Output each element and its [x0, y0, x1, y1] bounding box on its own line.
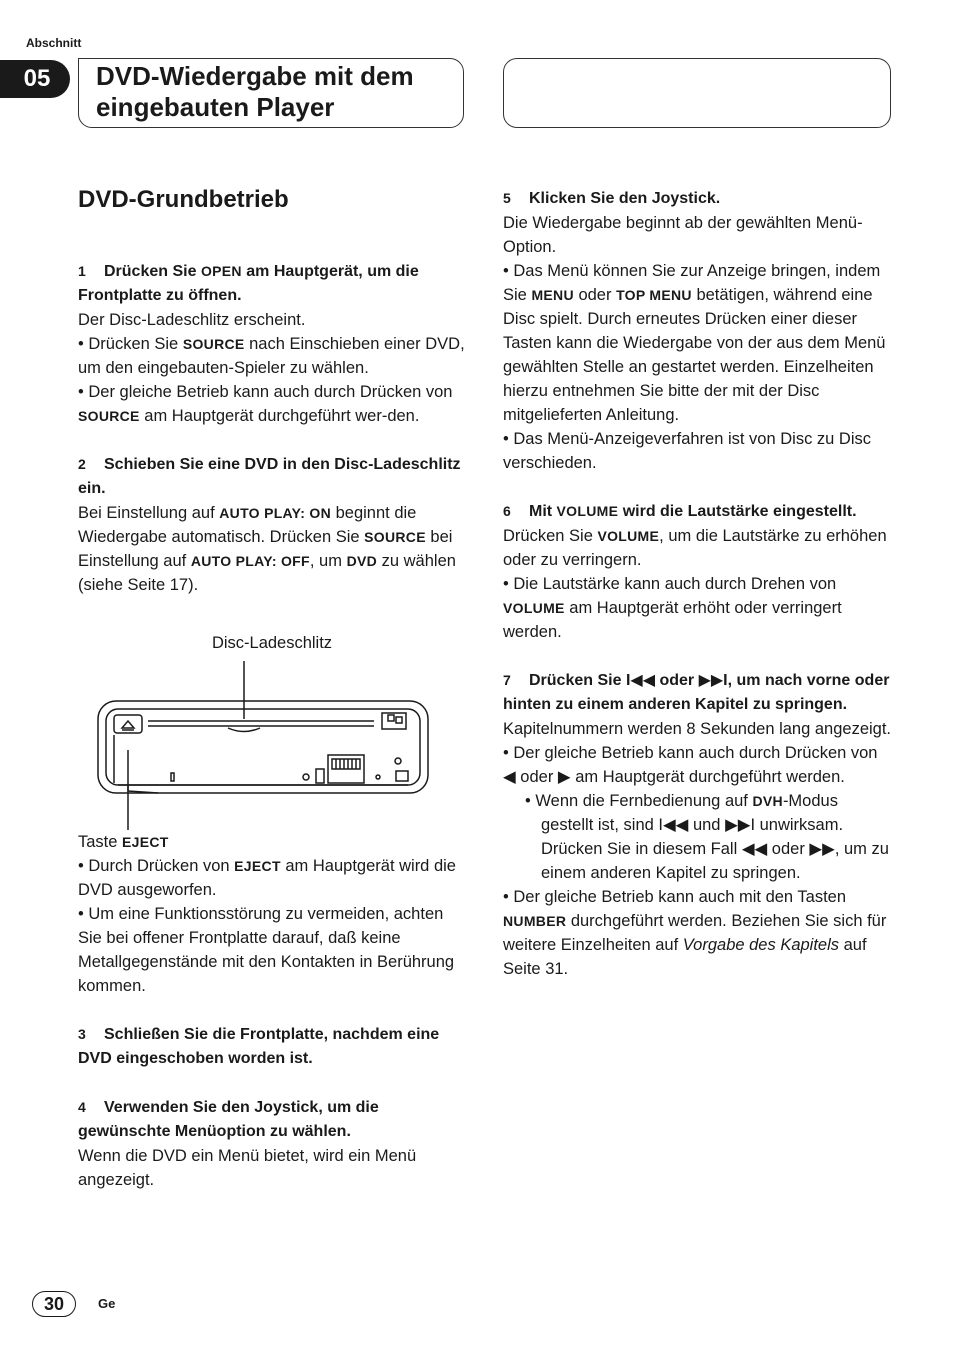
section-label: Abschnitt	[26, 36, 82, 50]
step-5-title: 5 Klicken Sie den Joystick.	[503, 190, 721, 207]
step-1-title: 1 Drücken Sie OPEN am Hauptgerät, um die Frontplatte zu öffnen.	[78, 263, 419, 304]
figure-label-slot: Disc-Ladeschlitz	[211, 634, 333, 652]
step-4-text: Wenn die DVD ein Menü bietet, wird ein Menü angezeigt.	[78, 1147, 417, 1189]
step-6-text: Drücken Sie VOLUME, um die Lautstärke zu erhöhen oder zu verringern.	[503, 527, 887, 569]
step-5-text: Die Wiedergabe beginnt ab der gewählten Menü-Option.	[503, 214, 863, 256]
step-1-text: Der Disc-Ladeschlitz erscheint.	[78, 311, 306, 329]
language-code: Ge	[98, 1296, 116, 1311]
step-2-title: 2 Schieben Sie eine DVD in den Disc-Ladeschlitz ein.	[78, 456, 461, 497]
step-5-bullet-1: • Das Menü können Sie zur Anzeige bringen, indem Sie MENU oder TOP MENU betätigen, während eine Disc spielt. Durch erneutes Drücken einer dieser Tasten kann die Wiedergabe von der aus dem Menü gewählten Stelle an gestartet werden. Einzelheiten hierzu entnehmen Sie bitte der mit der Disc mitgelieferten Anleitung.	[503, 262, 886, 424]
rewind-icon: ◀◀	[741, 840, 768, 858]
step-1-bullet-2: • Der gleiche Betrieb kann auch durch Drücken von SOURCE am Hauptgerät durchgeführt wer-den.	[78, 383, 453, 425]
next-chapter-icon: ▶▶I	[725, 816, 756, 834]
step-7-title: 7 Drücken Sie I◀◀ oder ▶▶I, um nach vorne oder hinten zu einem anderen Kapitel zu springen.	[503, 672, 890, 713]
step-4-title: 4 Verwenden Sie den Joystick, um die gewünschte Menüoption zu wählen.	[78, 1099, 379, 1140]
step-7-bullet-2: • Der gleiche Betrieb kann auch mit den Tasten NUMBER durchgeführt werden. Beziehen Sie sich für weitere Einzelheiten auf Vorgabe des Kapitels auf Seite 31.	[503, 888, 887, 978]
step-7-subbullet: • Wenn die Fernbedienung auf DVH-Modus gestellt ist, sind I◀◀ und ▶▶I unwirksam. Drücken Sie in diesem Fall ◀◀ oder ▶▶, um zu einem anderen Kapitel zu springen.	[525, 792, 889, 882]
next-chapter-icon: ▶▶I	[698, 672, 728, 689]
page-title: DVD-Wiedergabe mit dem eingebauten Player	[96, 61, 414, 122]
prev-chapter-icon: I◀◀	[658, 816, 689, 834]
head-unit-illustration	[78, 655, 466, 830]
step-5-bullet-2: • Das Menü-Anzeigeverfahren ist von Disc zu Disc verschieden.	[503, 430, 872, 472]
step-2-text: Bei Einstellung auf AUTO PLAY: ON beginnt die Wiedergabe automatisch. Drücken Sie SOURCE bei Einstellung auf AUTO PLAY: OFF, um DVD zu wählen (siehe Seite 17).	[78, 504, 456, 594]
prev-chapter-icon: I◀◀	[625, 672, 655, 689]
section-heading: DVD-Grundbetrieb	[78, 186, 289, 213]
figure-label-eject: Taste EJECT	[78, 833, 169, 851]
fast-forward-icon: ▶▶	[809, 840, 835, 858]
head-unit-figure	[78, 655, 466, 830]
section-number-badge: 05	[0, 60, 70, 98]
right-column	[503, 186, 891, 981]
left-arrow-icon: ◀	[503, 768, 516, 786]
page-number: 30	[32, 1291, 76, 1317]
step-3-title: 3 Schließen Sie die Frontplatte, nachdem eine DVD eingeschoben worden ist.	[78, 1026, 440, 1067]
step-6-bullet-1: • Die Lautstärke kann auch durch Drehen von VOLUME am Hauptgerät erhöht oder verringert werden.	[503, 575, 842, 641]
eject-bullet-2: • Um eine Funktionsstörung zu vermeiden, achten Sie bei offener Frontplatte darauf, daß keine Metallgegenstände mit den Kontakten in Berührung kommen.	[78, 905, 455, 995]
step-7-text: Kapitelnummern werden 8 Sekunden lang angezeigt.	[503, 720, 892, 738]
step-7-bullet-1: • Der gleiche Betrieb kann auch durch Drücken von ◀ oder ▶ am Hauptgerät durchgeführt werden.	[503, 744, 878, 786]
eject-bullet-1: • Durch Drücken von EJECT am Hauptgerät wird die DVD ausgeworfen.	[78, 857, 456, 899]
right-arrow-icon: ▶	[557, 768, 571, 786]
header-right-frame	[503, 58, 891, 128]
step-1-bullet-1: • Drücken Sie SOURCE nach Einschieben einer DVD, um den eingebauten-Spieler zu wählen.	[78, 335, 465, 377]
step-6-title: 6 Mit VOLUME wird die Lautstärke eingestellt.	[503, 503, 857, 520]
left-column	[78, 186, 466, 1192]
